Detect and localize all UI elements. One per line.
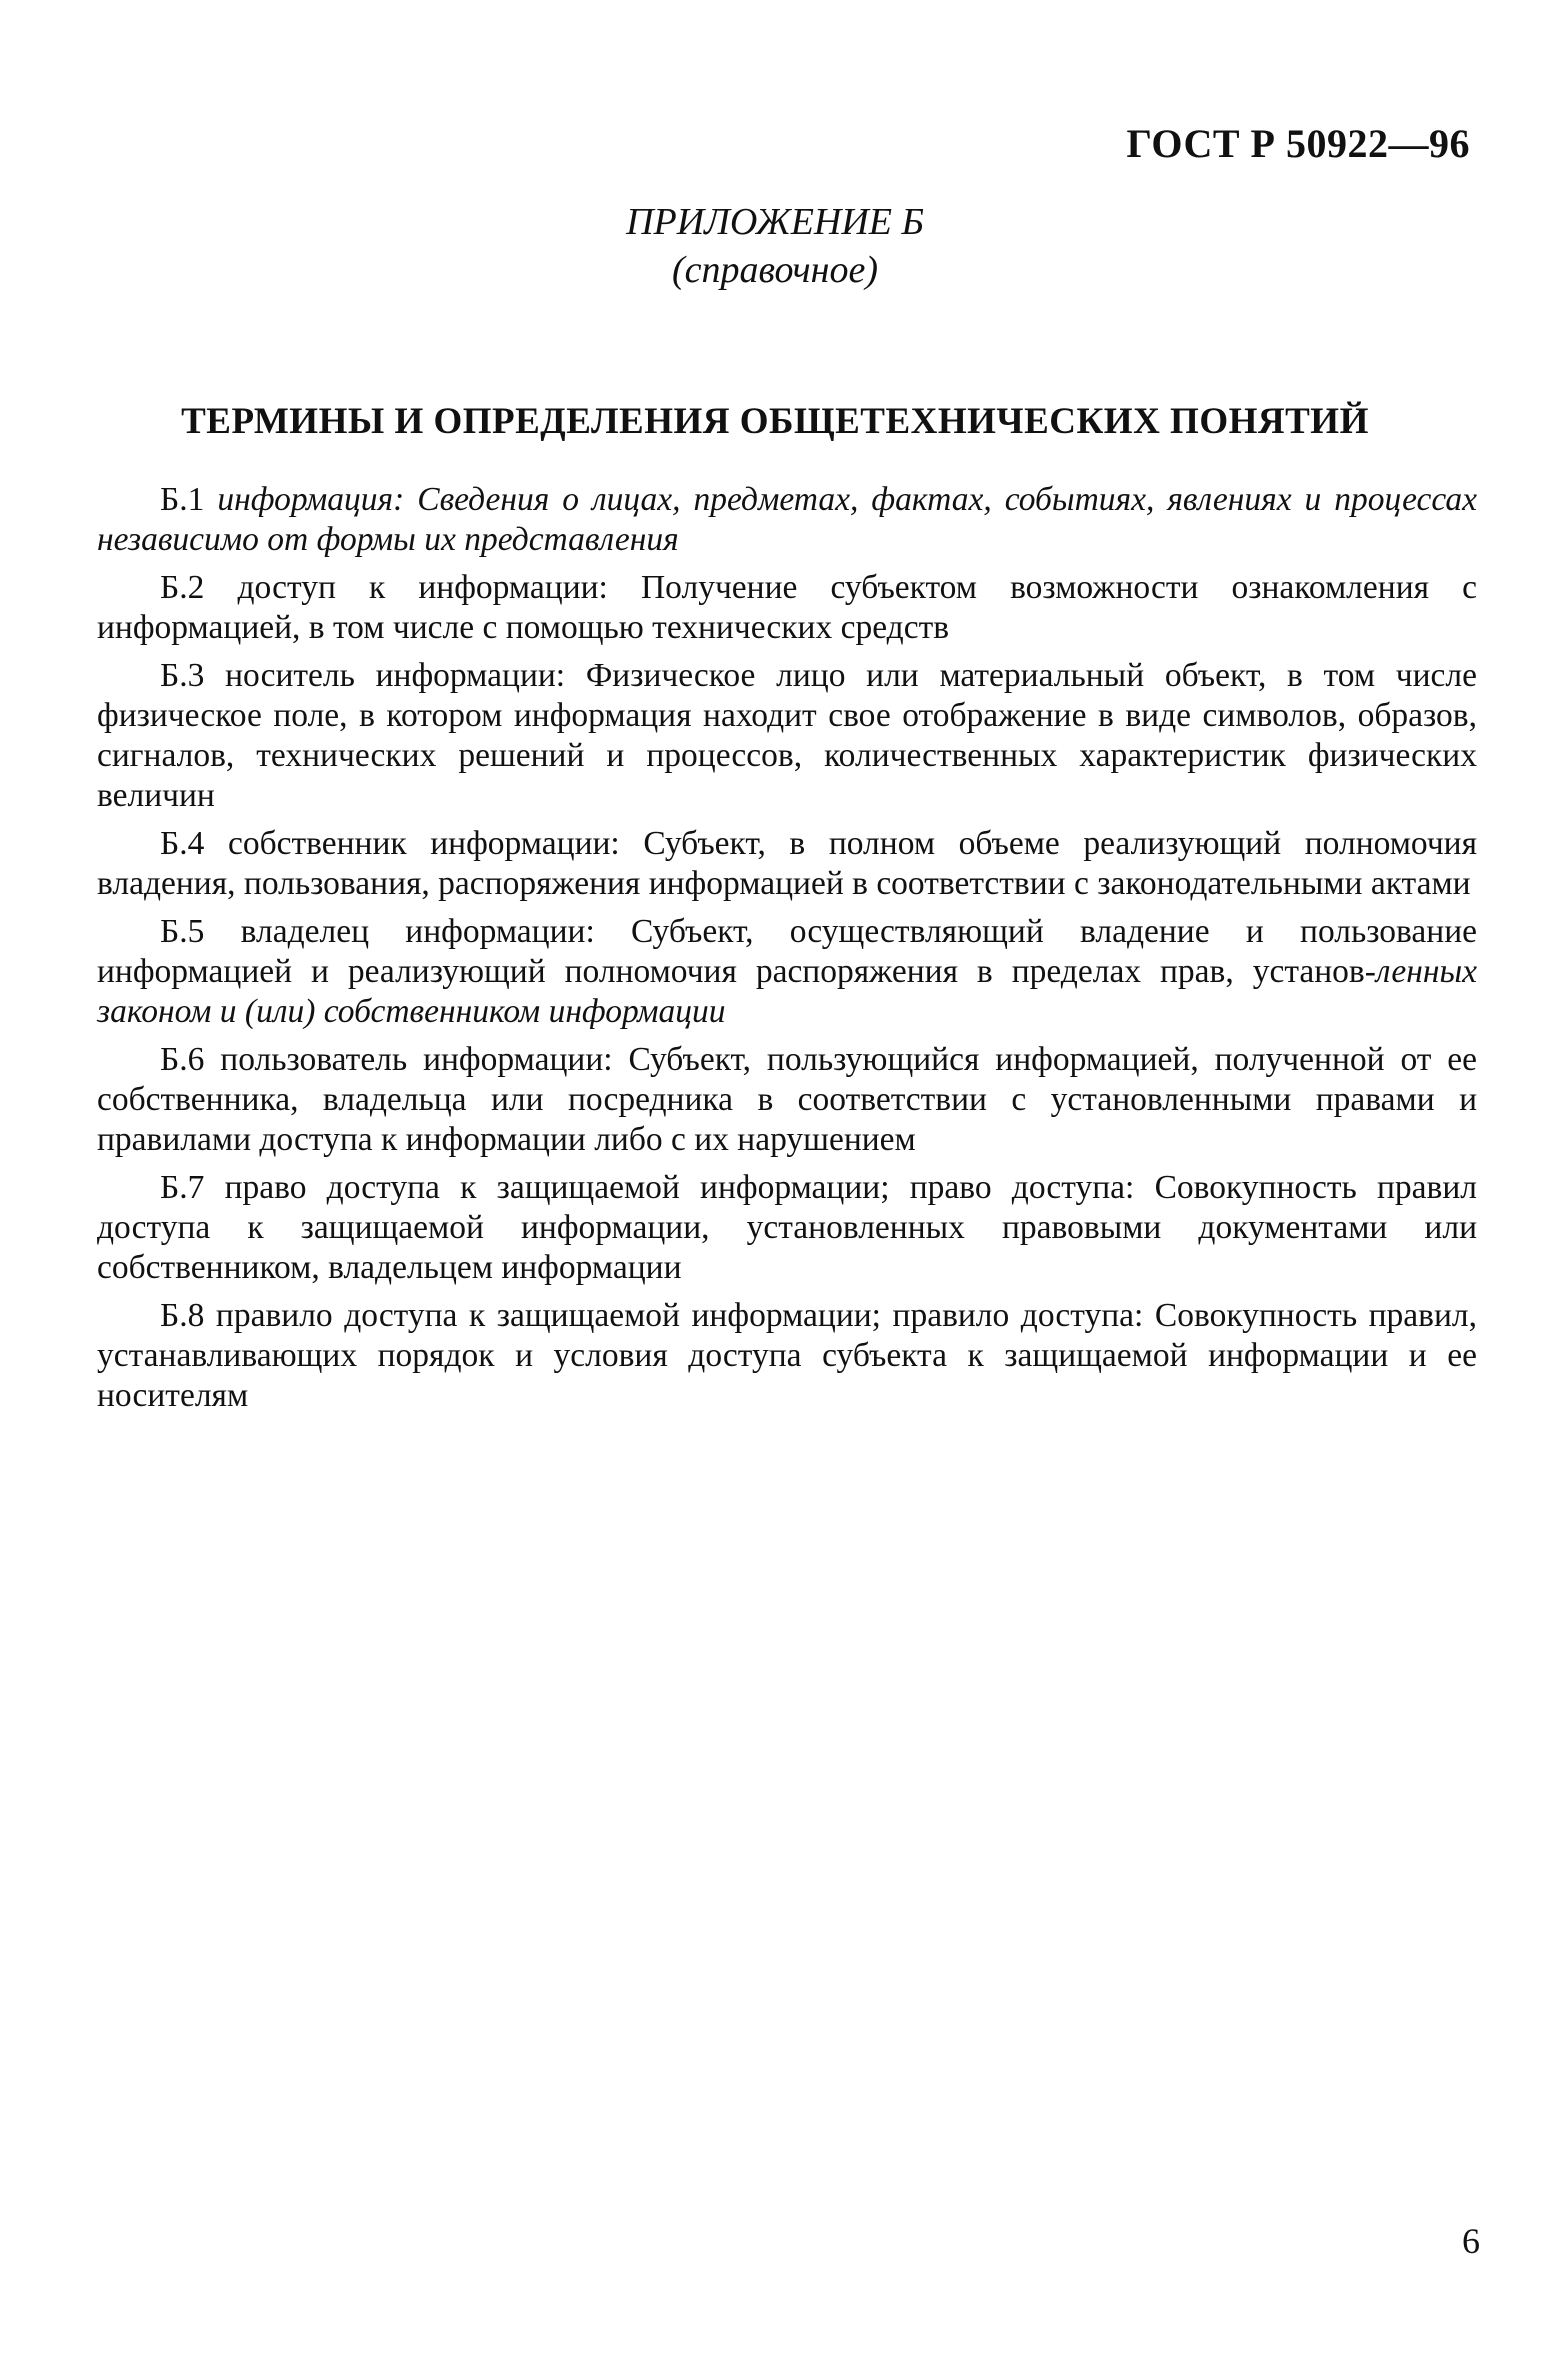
term-entry (97, 1296, 1477, 1416)
term-number: Б.6 (160, 1041, 205, 1078)
term-entry (97, 824, 1477, 904)
annex-heading (0, 198, 1550, 294)
term-name: владелец информации: (240, 913, 595, 950)
term-number: Б.8 (160, 1297, 205, 1334)
term-definition: Сведения о лицах, предметах, фактах, событиях, явлениях и процессах независимо от формы их представления (97, 481, 1478, 558)
annex-title: ПРИЛОЖЕНИЕ Б (626, 201, 924, 243)
term-entry (97, 1168, 1477, 1288)
page-number: 6 (1462, 2221, 1480, 2261)
term-number: Б.1 (160, 481, 205, 518)
term-entry (97, 568, 1477, 648)
terms-list (97, 480, 1477, 1424)
term-definition: Совокупность правил доступа к защищаемой информации, установленных правовыми документами или собственником, владельцем информации (97, 1169, 1477, 1286)
term-entry (97, 656, 1477, 816)
term-entry (97, 480, 1477, 560)
term-definition: Совокупность правил, устанавливающих порядок и условия доступа субъекта к защищаемой информации и ее носителям (97, 1297, 1478, 1414)
term-name: информация: (217, 481, 405, 518)
term-number: Б.5 (160, 913, 205, 950)
term-definition: Субъект, пользующийся информацией, полученной от ее собственника, владельца или посредника в соответствии с установленными правами и правилами доступа к информации либо с их нарушением (97, 1041, 1478, 1158)
term-name: право доступа к защищаемой информации; право доступа: (224, 1169, 1135, 1206)
term-name: носитель информации: (225, 657, 566, 694)
term-name: доступ к информации: (237, 569, 608, 606)
term-definition: Физическое лицо или материальный объект, в том числе физическое поле, в котором информация находит свое отображение в виде символов, образов, сигналов, технических решений и процессов, количественных характеристик физических величин (97, 657, 1478, 814)
term-definition-italic: ленных законом и (или) собственником информации (97, 953, 1477, 1030)
term-number: Б.3 (160, 657, 205, 694)
term-definition: Субъект, в полном объеме реализующий полномочия владения, пользования, распоряжения информацией в соответствии с законодательными актами (97, 825, 1477, 902)
term-entry (97, 1040, 1477, 1160)
term-entry (97, 912, 1477, 1032)
term-definition: Получение субъектом возможности ознакомления с информацией, в том числе с помощью технических средств (97, 569, 1478, 646)
section-title: ТЕРМИНЫ И ОПРЕДЕЛЕНИЯ ОБЩЕТЕХНИЧЕСКИХ ПОНЯТИЙ (181, 401, 1369, 442)
term-name: собственник информации: (227, 825, 620, 862)
standard-code: ГОСТ Р 50922—96 (1126, 121, 1470, 166)
term-number: Б.4 (160, 825, 205, 862)
annex-subtitle: (справочное) (671, 249, 879, 291)
term-number: Б.7 (160, 1169, 205, 1206)
term-definition: Субъект, осуществляющий владение и пользование информацией и реализующий полномочия распоряжения в пределах прав, установ- (97, 913, 1478, 990)
term-number: Б.2 (160, 569, 205, 606)
term-name: правило доступа к защищаемой информации; правило доступа: (215, 1297, 1144, 1334)
term-name: пользователь информации: (220, 1041, 613, 1078)
